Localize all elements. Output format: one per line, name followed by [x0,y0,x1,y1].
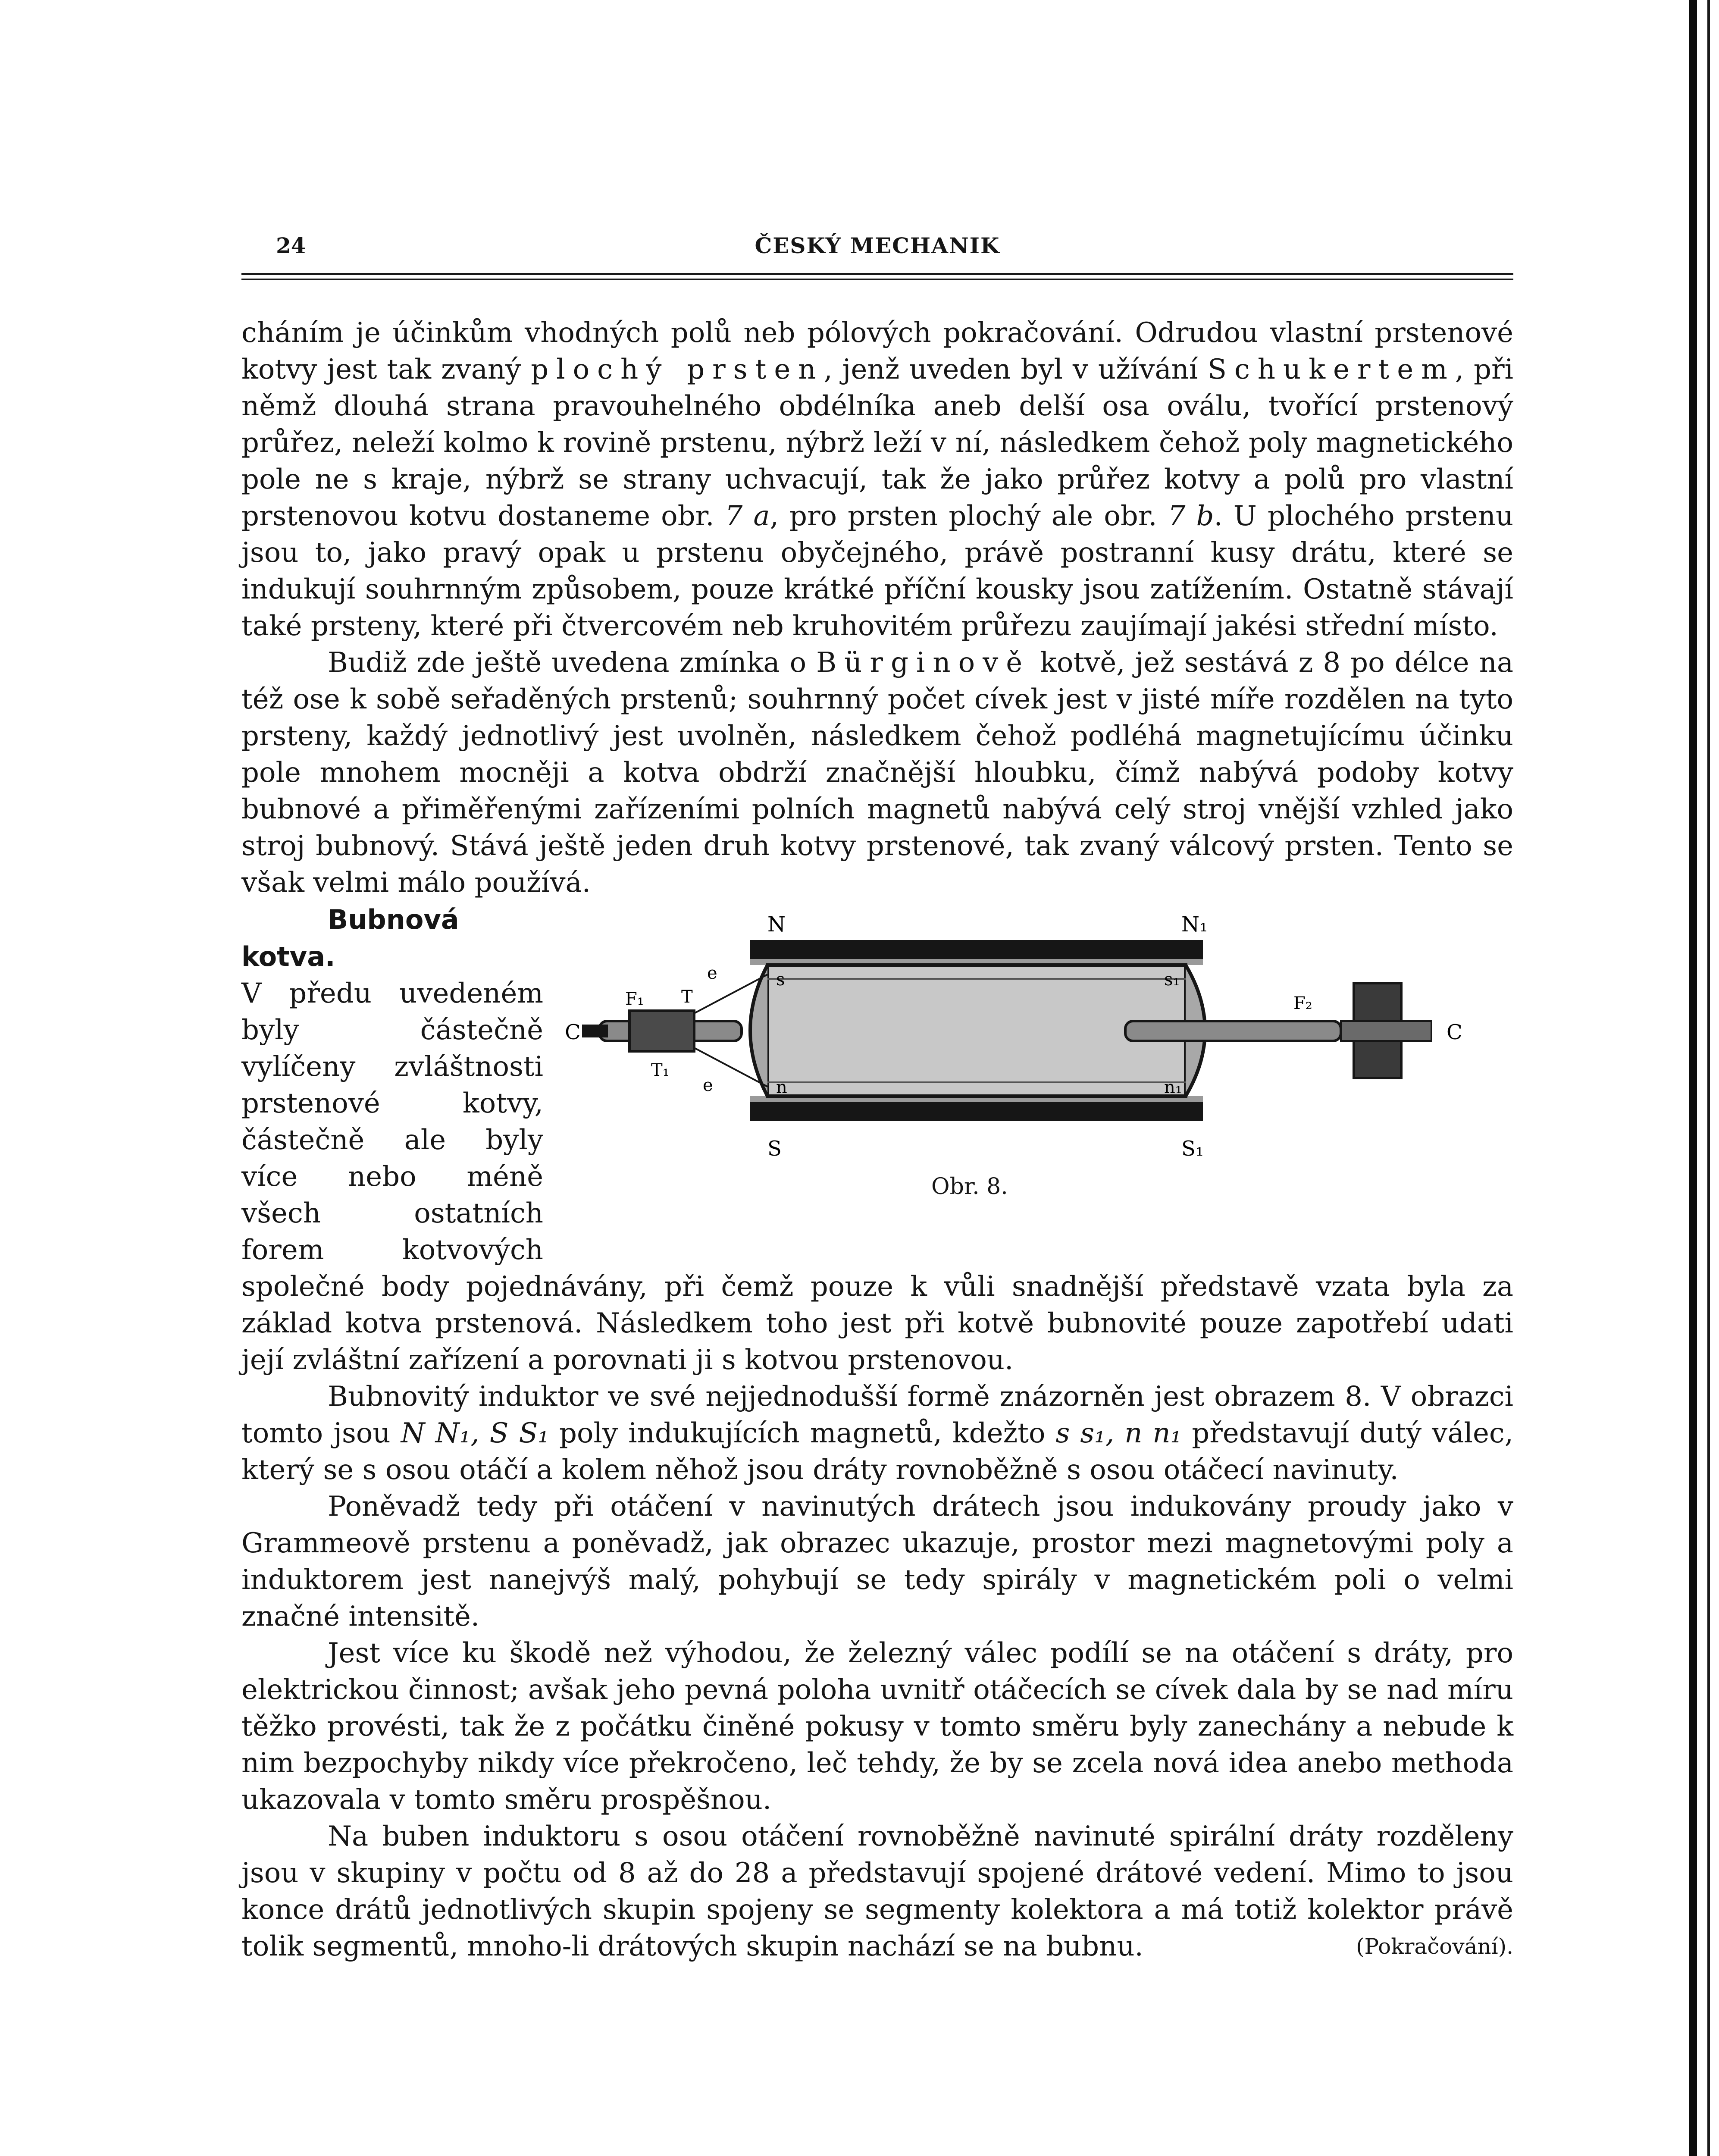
heading-text: Bubnová kotva. [241,904,459,972]
paragraph-2 [241,645,1513,901]
figure-ref: 7 a [725,500,770,532]
label-e-top: e [707,963,717,983]
brush-left [582,1025,608,1037]
paragraph-4 [241,1379,1513,1489]
spaced-name: Bürginově [816,647,1030,679]
label-S: S [767,1137,782,1161]
label-C-left: C [565,1020,581,1044]
pole-bottom-S [750,1102,1203,1121]
page-number: 24 [276,233,306,258]
paragraph-5: Poněvadž tedy při otáčení v navinutých drátech jsou indukovány proudy jako v Grammeově prstenu a poněvadž, jak obrazec ukazuje, prostor mezi magnetovými poly a induktorem jest nanejvýš malý, pohybují se tedy spirály v magnetickém poli o velmi značné intensitě. [241,1491,1513,1633]
text-run: , pro prsten plochý ale obr. [770,500,1168,532]
label-T: T [681,987,693,1007]
text-run: Budiž zde ještě uvedena zmínka o [328,647,817,679]
text-run: Na buben induktoru s osou otáčení rovnoběžně navinuté spirální dráty rozděleny jsou v skupiny v počtu od 8 až do 28 a představují spojené drátové vedení. Mimo to jsou konce drátů jednotlivých skupin spojeny se segmenty kolektora a má totiž kolektor právě tolik segmentů, mnoho-li drátových skupin nachází se na bubnu. [241,1821,1513,1962]
label-F1: F₁ [625,989,644,1009]
label-n: n [776,1078,787,1097]
continued-note: (Pokračování). [1356,1934,1513,1959]
figure-8 [565,901,1513,1229]
text-run: poly indukujících magnetů, kdežto [549,1417,1056,1449]
paragraph-1 [241,315,1513,645]
header-rule-top [241,273,1513,275]
shaft-end-right [1341,1021,1431,1041]
label-S1: S₁ [1181,1137,1204,1161]
label-C-right: C [1447,1020,1462,1044]
spaced-term: plochý prsten [531,354,824,385]
text-run: představují dutý válec, který se s osou otáčí a kolem něhož jsou dráty rovnoběžně s osou otáčecí navinuty. [241,1417,1514,1486]
drum-armature-diagram [565,910,1513,1169]
spaced-name: Schukertem [1208,354,1455,385]
shaft-right [1125,1021,1341,1041]
text-run: cháním je účinkům vhodných polů neb pólových pokračování. Odrudou vlastní prstenové kotvy jest tak zvaný [241,317,1513,385]
pole-top-N [750,940,1203,959]
paragraph-6: Jest více ku škodě než výhodou, že železný válec podílí se na otáčení s dráty, pro elektrickou činnost; avšak jeho pevná poloha uvnitř otáčecích se cívek dala by se nad míru těžko provésti, tak že z počátku činěné pokusy v tomto směru byly zanechány a nebude k nim bezpochyby nikdy více překročeno, leč tehdy, že by se zcela nová idea anebo methoda ukazovala v tomto směru prospěšnou. [241,1637,1513,1816]
math-symbols: N N₁, S S₁ [401,1417,549,1449]
text-run: , jenž uveden byl v užívání [823,354,1208,385]
running-title: ČESKÝ MECHANIK [755,233,1000,258]
article-body [241,315,1513,1965]
figure-ref: 7 b [1168,500,1214,532]
header-rule-bottom [241,279,1513,280]
math-symbols: s s₁, n n₁ [1055,1417,1182,1449]
label-n1: n₁ [1164,1078,1182,1097]
drum-end-left [750,965,767,1096]
label-s: s [776,970,785,990]
label-T1: T₁ [651,1060,670,1080]
commutator [629,1011,694,1051]
label-s1: s₁ [1164,970,1180,990]
label-N: N [767,912,786,937]
paragraph-7 [241,1818,1513,1965]
text-run: Bubnovitý induktor ve své nejjednodušší formě znázorněn jest obrazem 8. V obrazci tomto jsou [241,1381,1513,1449]
scan-edge-line [1707,0,1710,2156]
page-header [241,233,1513,263]
figure-caption: Obr. 8. [931,1174,1008,1200]
label-F2: F₂ [1293,993,1312,1013]
paragraph-3: V předu uvedeném byly částečně vylíčeny zvláštnosti prstenové kotvy, částečně ale byly více nebo méně všech ostatních forem kotvových společné body pojednávány, při čemž pouze k vůli snadnější představě vzata byla za základ kotva prstenová. Následkem toho jest při kotvě bubnovité pouze zapotřebí udati její zvláštní zařízení a porovnati ji s kotvou prstenovou. [241,978,1513,1376]
scan-edge-bar [1689,0,1697,2156]
text-run: , při němž dlouhá strana pravouhelného obdélníka aneb delší osa oválu, tvořící prstenový průřez, neleží kolmo k rovině prstenu, nýbrž leží v ní, následkem čehož poly magnetického pole ne s kraje, nýbrž se strany uchvacují, tak že jako průřez kotvy a polů pro vlastní prstenovou kotvu dostaneme obr. [241,354,1514,532]
text-run: kotvě, jež sestává z 8 po délce na též ose k sobě seřaděných prstenů; souhrnný počet cívek jest v jisté míře rozdělen na tyto prsteny, každý jednotlivý jest uvolněn, následkem čehož podléhá magnetujícímu účinku pole mnohem mocněji a kotva obdrží značnější hloubku, čímž nabývá podoby kotvy bubnové a přiměřenými zařízeními polních magnetů nabývá celý stroj vnější vzhled jako stroj bubnový. Stává ještě jeden druh kotvy prstenové, tak zvaný válcový prsten. Tento se však velmi málo používá. [241,647,1514,899]
drum-cylinder [767,965,1186,1096]
text-run: . U plochého prstenu jsou to, jako pravý opak u prstenu obyčejného, právě postranní kusy drátu, které se indukují souhrnným způsobem, pouze krátké příční kousky jsou zatížením. Ostatně stávají také prsteny, které při čtvercovém neb kruhovitém průřezu zaujímají jakési střední místo. [241,500,1514,642]
label-e-bottom: e [703,1075,713,1095]
label-N1: N₁ [1181,912,1208,937]
